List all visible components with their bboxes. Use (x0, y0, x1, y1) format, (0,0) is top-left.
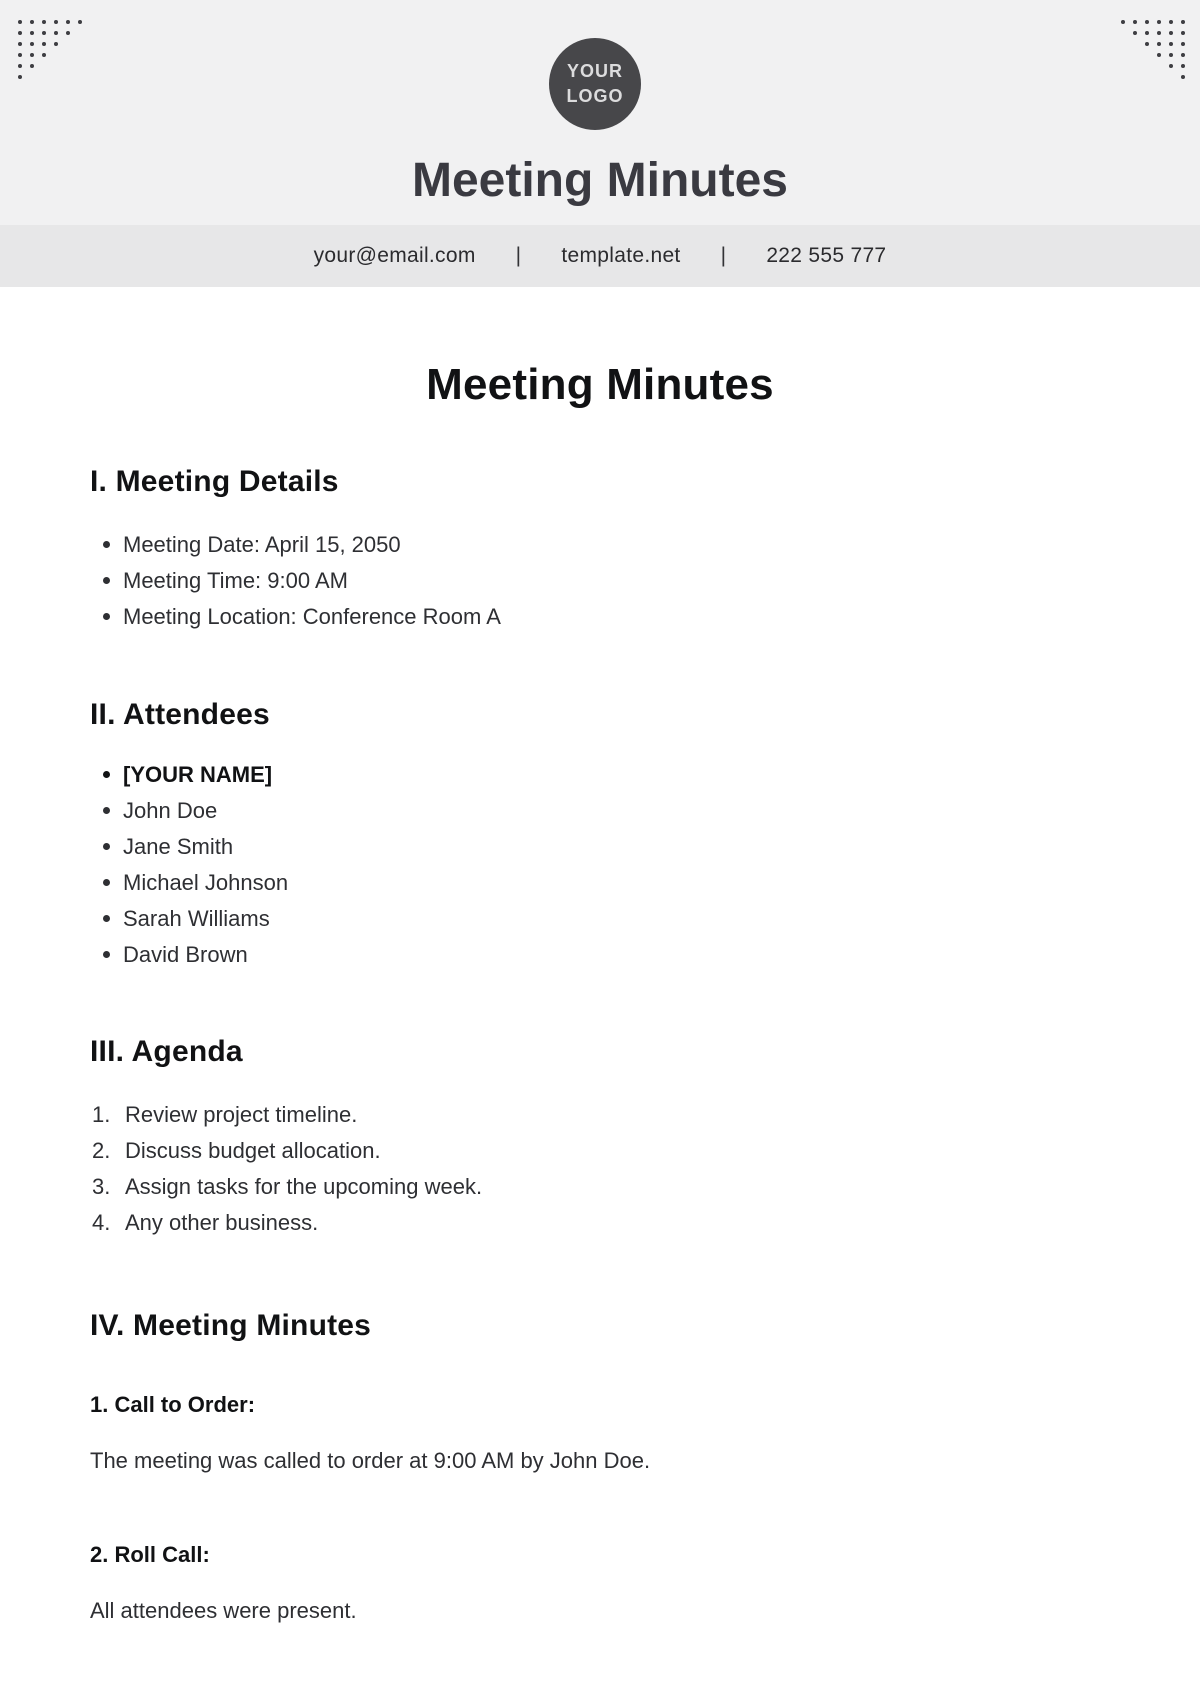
list-item (90, 1205, 1110, 1241)
list-item: Meeting Time: 9:00 AM (90, 563, 1110, 599)
document-title: Meeting Minutes (426, 360, 774, 409)
header-title: Meeting Minutes (411, 154, 788, 207)
section-heading-agenda: III. Agenda (90, 1035, 243, 1068)
list-item: Michael Johnson (90, 865, 1110, 901)
list-item: Meeting Location: Conference Room A (90, 599, 1110, 635)
contact-bar (0, 225, 1200, 287)
list-item (90, 1097, 1110, 1133)
logo-text-line1: YOUR (566, 61, 623, 81)
logo-badge (549, 38, 641, 130)
list-item (90, 1169, 1110, 1205)
contact-separator: | (720, 244, 727, 267)
document-body (0, 360, 1200, 1629)
item-text: Discuss budget allocation. (125, 1138, 381, 1163)
contact-separator: | (515, 244, 522, 267)
meeting-details-list (90, 527, 1110, 635)
item-number: 3. (92, 1174, 111, 1199)
page-header (0, 0, 1200, 225)
item-text: Any other business. (125, 1210, 319, 1235)
subsection-title-roll-call: 2. Roll Call: (90, 1542, 210, 1567)
list-item: Jane Smith (90, 829, 1110, 865)
contact-phone: 222 555 777 (766, 244, 887, 267)
item-text: Review project timeline. (125, 1102, 358, 1127)
contact-website: template.net (561, 244, 681, 267)
list-item: Sarah Williams (90, 901, 1110, 937)
section-heading-meeting-details: I. Meeting Details (90, 465, 339, 498)
section-heading-attendees: II. Attendees (90, 698, 270, 731)
section-heading-meeting-minutes: IV. Meeting Minutes (90, 1309, 372, 1342)
item-text: Assign tasks for the upcoming week. (125, 1174, 483, 1199)
subsection-body: All attendees were present. (90, 1598, 357, 1623)
list-item: Meeting Date: April 15, 2050 (90, 527, 1110, 563)
subsection-body: The meeting was called to order at 9:00 AM by John Doe. (90, 1448, 651, 1473)
logo-text-line2: LOGO (566, 86, 624, 106)
corner-dots-left-decoration (18, 20, 90, 86)
agenda-list (90, 1097, 1110, 1241)
list-item-your-name: [YOUR NAME] (90, 757, 1110, 793)
list-item: John Doe (90, 793, 1110, 829)
item-number: 1. (92, 1102, 111, 1127)
item-number: 2. (92, 1138, 111, 1163)
item-number: 4. (92, 1210, 111, 1235)
attendees-list (90, 757, 1110, 973)
corner-dots-right-decoration (1113, 20, 1185, 86)
contact-email: your@email.com (313, 244, 476, 267)
subsection-title-call-to-order: 1. Call to Order: (90, 1392, 256, 1417)
list-item: David Brown (90, 937, 1110, 973)
list-item (90, 1133, 1110, 1169)
